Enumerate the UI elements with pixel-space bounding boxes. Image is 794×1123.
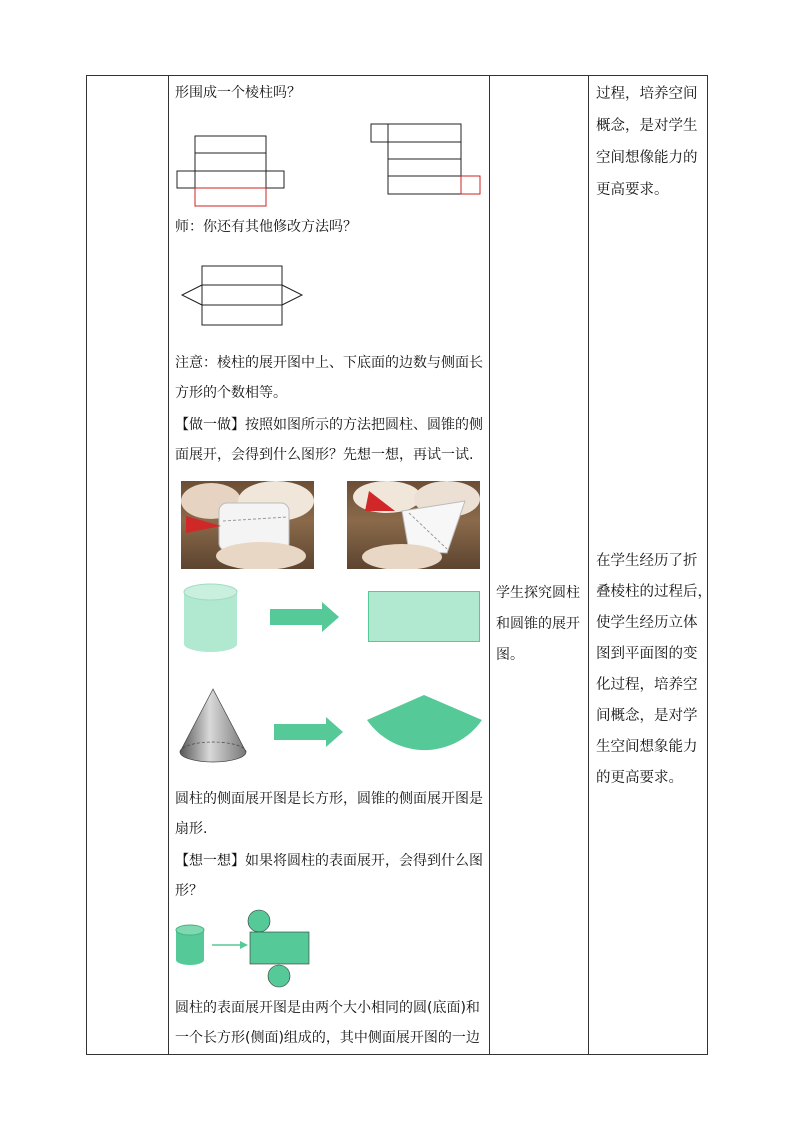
main-text-line: 注意：棱柱的展开图中上、下底面的边数与侧面长 <box>175 355 483 371</box>
sector-net-shape <box>366 694 484 766</box>
column-divider-1 <box>168 75 169 1055</box>
design-text-line: 在学生经历了折 <box>596 553 698 569</box>
cylinder-surface-net-figure <box>174 908 314 990</box>
prism-net-figure-left <box>176 135 286 210</box>
main-text-line: 圆柱的表面展开图是由两个大小相同的圆(底面)和 <box>175 1000 480 1016</box>
design-text-line: 过程，培养空间 <box>596 86 698 102</box>
activity-text-line: 图。 <box>496 647 524 663</box>
arrow-right-icon <box>270 602 340 632</box>
column-divider-3 <box>588 75 589 1055</box>
main-text-line: 【做一做】按照如图所示的方法把圆柱、圆锥的侧 <box>175 417 483 433</box>
prism-net-figure-hexagon <box>180 265 305 327</box>
arrow-right-icon <box>274 717 344 747</box>
design-text-line: 概念，是对学生 <box>596 118 698 134</box>
prism-net-figure-right <box>370 124 485 196</box>
main-text-line: 扇形. <box>175 821 208 837</box>
main-text-line: 方形的个数相等。 <box>175 385 287 401</box>
design-text-line: 使学生经历立体 <box>596 615 698 631</box>
main-text-line: 形？ <box>175 883 203 899</box>
activity-text-line: 学生探究圆柱 <box>496 585 580 601</box>
cone-icon <box>178 688 248 764</box>
design-text-line: 的更高要求。 <box>596 770 683 786</box>
design-text-line: 间概念，是对学 <box>596 708 698 724</box>
photo-cutting-cone <box>347 481 480 569</box>
design-text-line: 化过程，培养空 <box>596 677 698 693</box>
design-text-line: 更高要求。 <box>596 182 669 198</box>
rectangle-net-shape <box>368 591 481 643</box>
main-text-line: 面展开，会得到什么图形？先想一想，再试一试. <box>175 447 474 463</box>
design-text-line: 生空间想象能力 <box>596 739 698 755</box>
column-divider-2 <box>489 75 490 1055</box>
main-text-line: 【想一想】如果将圆柱的表面展开，会得到什么图 <box>175 853 483 869</box>
photo-cutting-cylinder <box>181 481 314 569</box>
main-text-line: 圆柱的侧面展开图是长方形，圆锥的侧面展开图是 <box>175 791 483 807</box>
main-text-line: 一个长方形(侧面)组成的，其中侧面展开图的一边 <box>175 1030 480 1046</box>
activity-text-line: 和圆锥的展开 <box>496 616 580 632</box>
main-text-line: 师：你还有其他修改方法吗？ <box>175 219 357 235</box>
design-text-line: 叠棱柱的过程后， <box>596 584 712 600</box>
cylinder-icon <box>183 583 239 655</box>
main-text-line: 形围成一个棱柱吗？ <box>175 85 301 101</box>
design-text-line: 图到平面图的变 <box>596 646 698 662</box>
design-text-line: 空间想像能力的 <box>596 150 698 166</box>
